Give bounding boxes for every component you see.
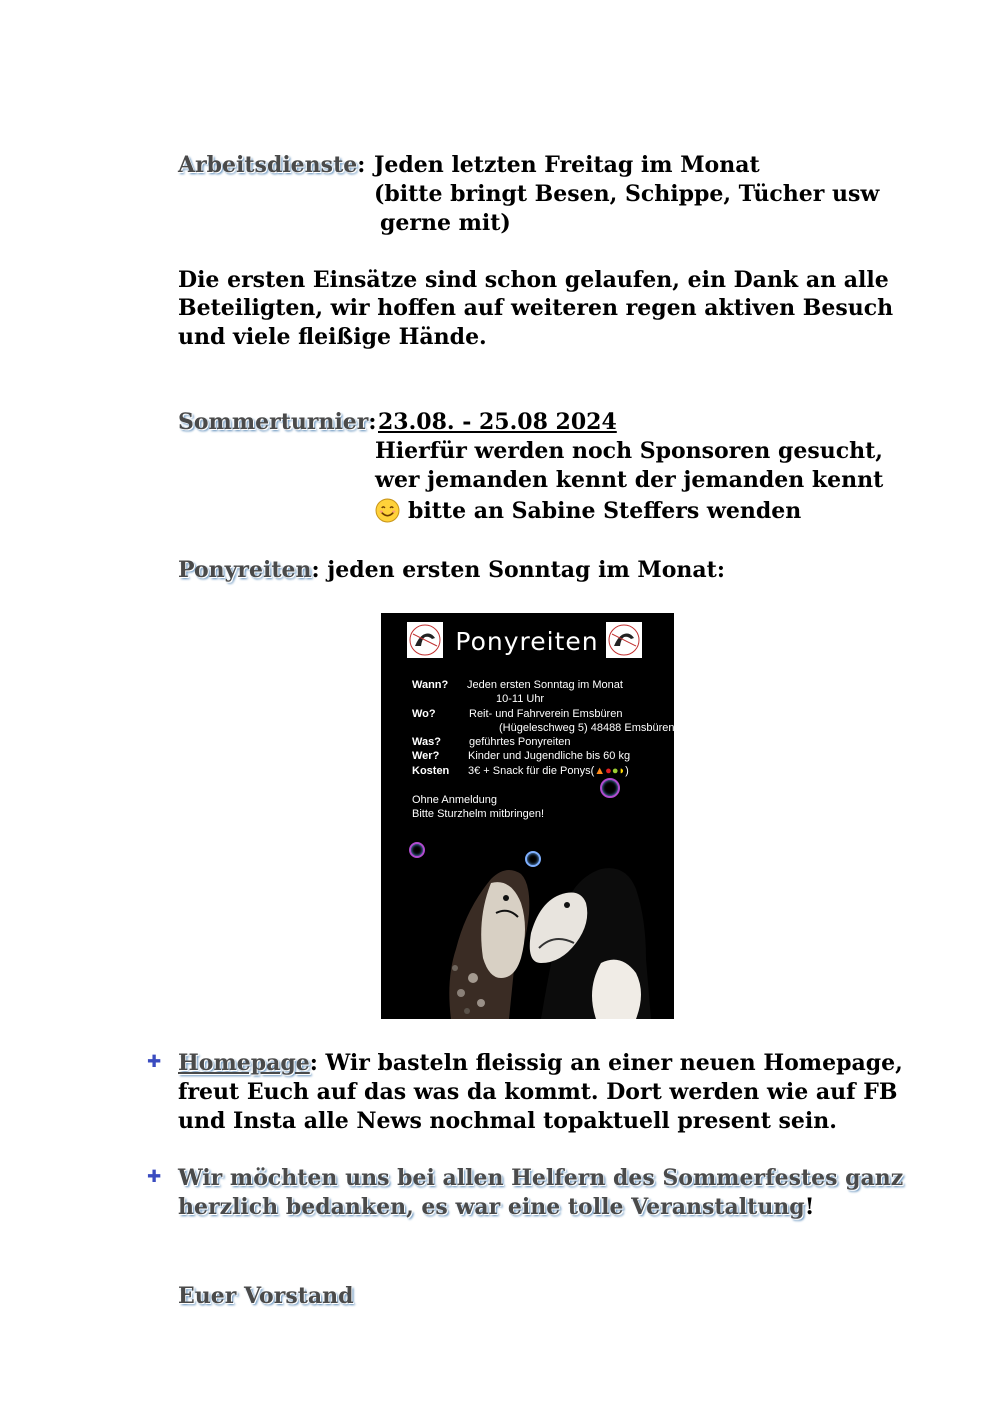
bubble-icon (600, 778, 620, 798)
arbeitsdienste-line-1: Jeden letzten Freitag im Monat (374, 152, 760, 178)
homepage-line-1: Homepage: Wir basteln fleissig an einer neuen Homepage, (178, 1050, 903, 1076)
arbeitsdienste-line-2: (bitte bringt Besen, Schippe, Tücher usw (374, 181, 880, 207)
carrot-icon: ▲ (594, 765, 606, 777)
homepage-line-2: freut Euch auf das was da kommt. Dort werden wie auf FB (178, 1079, 898, 1105)
dank-line-3: und viele fleißige Hände. (178, 324, 487, 350)
arbeitsdienste-line-3: gerne mit) (380, 210, 511, 236)
pear-icon: ● (611, 765, 619, 777)
bullet-icon: ✚ (147, 1052, 162, 1072)
ponyreiten-flyer (381, 613, 674, 1019)
sommerturnier-line-3: bitte an Sabine Steffers wenden (375, 497, 801, 526)
flyer-note-1: Ohne Anmeldung (412, 794, 498, 806)
signature: Euer Vorstand (178, 1283, 354, 1309)
arbeitsdienste-label-line: Arbeitsdienste: (178, 152, 366, 178)
arbeitsdienste-label: Arbeitsdienste (178, 152, 358, 178)
flyer-value-was: geführtes Ponyreiten (469, 736, 571, 748)
sommerturnier-label-line: Sommerturnier: (178, 409, 377, 435)
flyer-value-time: 10-11 Uhr (496, 693, 545, 705)
flyer-value-address: (Hügeleschweg 5) 48488 Emsbüren (499, 722, 674, 734)
flyer-value-kosten: 3€ + Snack für die Ponys(▲●●◗) (468, 765, 629, 777)
flyer-note-2: Bitte Sturzhelm mitbringen! (412, 808, 545, 820)
homepage-line-3: und Insta alle News nochmal topaktuell present sein. (178, 1108, 837, 1134)
flyer-key-was: Was? (412, 736, 441, 748)
dank-line-1: Die ersten Einsätze sind schon gelaufen, ein Dank an alle (178, 267, 889, 293)
banana-icon: ◗ (618, 765, 626, 777)
smiley-icon (375, 498, 400, 523)
flyer-key-kosten: Kosten (412, 765, 450, 777)
logo-right-icon (606, 622, 642, 658)
homepage-label: Homepage (178, 1050, 310, 1076)
flyer-key-wann: Wann? (412, 679, 449, 691)
ponyreiten-line: Ponyreiten: jeden ersten Sonntag im Monat: (178, 557, 725, 583)
flyer-key-wo: Wo? (412, 708, 436, 720)
horses-image (381, 843, 674, 1019)
flyer-value-wer: Kinder und Jugendliche bis 60 kg (468, 750, 631, 762)
flyer-key-wer: Wer? (412, 750, 440, 762)
flyer-title: Ponyreiten (455, 627, 599, 656)
apple-icon: ● (605, 765, 612, 777)
sommerturnier-label: Sommerturnier (178, 409, 369, 435)
helfer-line-1: Wir möchten uns bei allen Helfern des Sommerfestes ganz (178, 1165, 904, 1191)
sommerturnier-line-2: wer jemanden kennt der jemanden kennt (375, 467, 884, 493)
bullet-icon: ✚ (147, 1167, 162, 1187)
flyer-value-wann: Jeden ersten Sonntag im Monat (467, 679, 623, 691)
ponyreiten-label: Ponyreiten (178, 557, 312, 583)
sommerturnier-line-1: Hierfür werden noch Sponsoren gesucht, (375, 438, 883, 464)
flyer-value-wo: Reit- und Fahrverein Emsbüren (469, 708, 623, 720)
dank-line-2: Beteiligten, wir hoffen auf weiteren regen aktiven Besuch (178, 295, 894, 321)
helfer-line-2: herzlich bedanken, es war eine tolle Veranstaltung! (178, 1194, 815, 1220)
sommerturnier-date: 23.08. - 25.08 2024 (378, 409, 617, 435)
